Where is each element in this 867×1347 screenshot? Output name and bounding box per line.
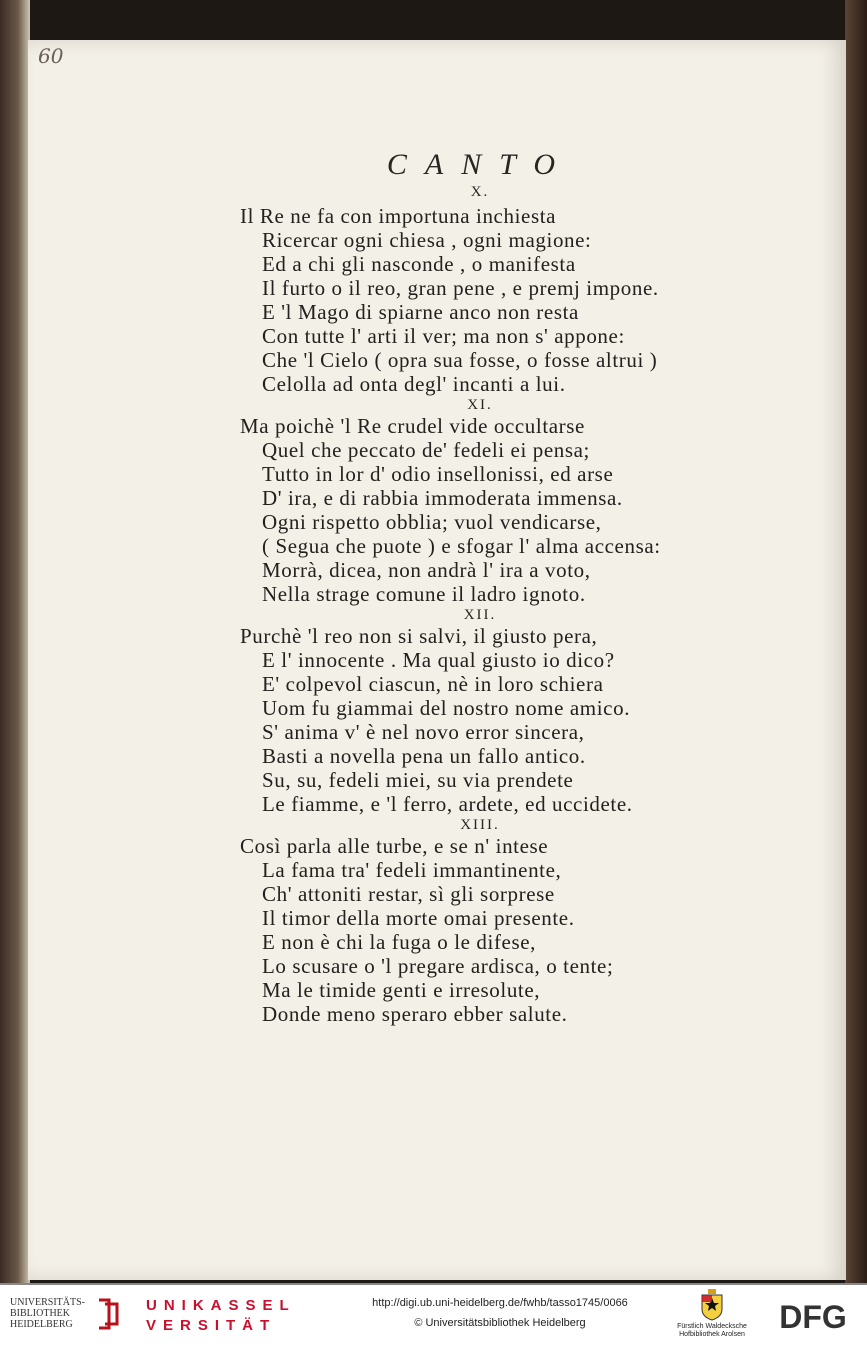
verse-line: Tutto in lor d' odio insellonissi, ed arse — [262, 462, 614, 486]
verse-line: Celolla ad onta degl' incanti a lui. — [262, 372, 566, 396]
kassel-logo-line: VERSITÄT — [146, 1317, 277, 1334]
verse-line: Ogni rispetto obblia; vuol vendicarse, — [262, 510, 602, 534]
verse-line: Il furto o il reo, gran pene , e premj impone. — [262, 276, 659, 300]
waldeck-library-label — [664, 1323, 760, 1339]
verse-line: La fama tra' fedeli immantinente, — [262, 858, 562, 882]
stanza-number: X. — [470, 184, 490, 200]
waldeck-label-line: Hofbibliothek Arolsen — [679, 1331, 745, 1338]
stanza-number: XIII. — [460, 817, 500, 833]
stanza-number: XI. — [467, 397, 493, 413]
verse-line: Purchè 'l reo non si salvi, il giusto pera, — [240, 624, 598, 648]
verse-line: E 'l Mago di spiarne anco non resta — [262, 300, 579, 324]
verse-line: Ma poichè 'l Re crudel vide occultarse — [240, 414, 585, 438]
heidelberg-library-logo[interactable] — [10, 1297, 102, 1330]
verse-line: ( Segua che puote ) e sfogar l' alma accensa: — [262, 534, 661, 558]
verse-line: Ch' attoniti restar, sì gli sorprese — [262, 882, 555, 906]
stanza-number: XII. — [463, 607, 497, 623]
permalink-url[interactable]: http://digi.ub.uni-heidelberg.de/fwhb/tasso1745/0066 — [372, 1297, 628, 1309]
verse-line: E l' innocente . Ma qual giusto io dico? — [262, 648, 615, 672]
verse-line: Quel che peccato de' fedeli ei pensa; — [262, 438, 590, 462]
waldeck-label-line: Fürstlich Waldecksche — [677, 1323, 747, 1330]
verse-line: D' ira, e di rabbia immoderata immensa. — [262, 486, 623, 510]
book-right-edge — [845, 0, 867, 1283]
dfg-logo-icon[interactable] — [770, 1299, 856, 1333]
waldeck-crest-icon — [700, 1289, 724, 1321]
verse-line: Ma le timide genti e irresolute, — [262, 978, 541, 1002]
verse-line: S' anima v' è nel novo error sincera, — [262, 720, 585, 744]
verse-line: Su, su, fedeli miei, su via prendete — [262, 768, 574, 792]
kassel-university-logo[interactable] — [146, 1296, 306, 1336]
heidelberg-logo-line: UNIVERSITÄTS- — [10, 1297, 85, 1308]
verse-line: E' colpevol ciascun, nè in loro schiera — [262, 672, 604, 696]
book-left-edge — [0, 0, 30, 1283]
verse-line: Le fiamme, e 'l ferro, ardete, ed uccidete. — [262, 792, 633, 816]
verse-line: Così parla alle turbe, e se n' intese — [240, 834, 549, 858]
verse-line: Uom fu giammai del nostro nome amico. — [262, 696, 631, 720]
verse-line: Ricercar ogni chiesa , ogni magione: — [262, 228, 592, 252]
heidelberg-mark-icon — [95, 1296, 123, 1332]
heidelberg-logo-line: HEIDELBERG — [10, 1319, 73, 1330]
verse-line: Basti a novella pena un fallo antico. — [262, 744, 586, 768]
verse-line: Lo scusare o 'l pregare ardisca, o tente; — [262, 954, 614, 978]
verse-line: Nella strage comune il ladro ignoto. — [262, 582, 586, 606]
footer-bar — [0, 1283, 867, 1347]
verse-line: Il timor della morte omai presente. — [262, 906, 575, 930]
verse-line: Morrà, dicea, non andrà l' ira a voto, — [262, 558, 591, 582]
kassel-logo-line: UNIKASSEL — [146, 1297, 296, 1314]
verse-line: Donde meno speraro ebber salute. — [262, 1002, 568, 1026]
canto-heading: CANTO — [386, 148, 574, 181]
dfg-logo-text: DFG — [779, 1299, 847, 1333]
copyright-notice: © Universitätsbibliothek Heidelberg — [414, 1317, 586, 1329]
heidelberg-logo-line: BIBLIOTHEK — [10, 1308, 70, 1319]
verse-line: Con tutte l' arti il ver; ma non s' appone: — [262, 324, 625, 348]
page-number: 60 — [38, 44, 64, 68]
verse-line: Ed a chi gli nasconde , o manifesta — [262, 252, 576, 276]
footer-divider — [0, 1283, 867, 1285]
verse-line: E non è chi la fuga o le difese, — [262, 930, 537, 954]
verse-line: Che 'l Cielo ( opra sua fosse, o fosse altrui ) — [262, 348, 658, 372]
verse-line: Il Re ne fa con importuna inchiesta — [240, 204, 557, 228]
